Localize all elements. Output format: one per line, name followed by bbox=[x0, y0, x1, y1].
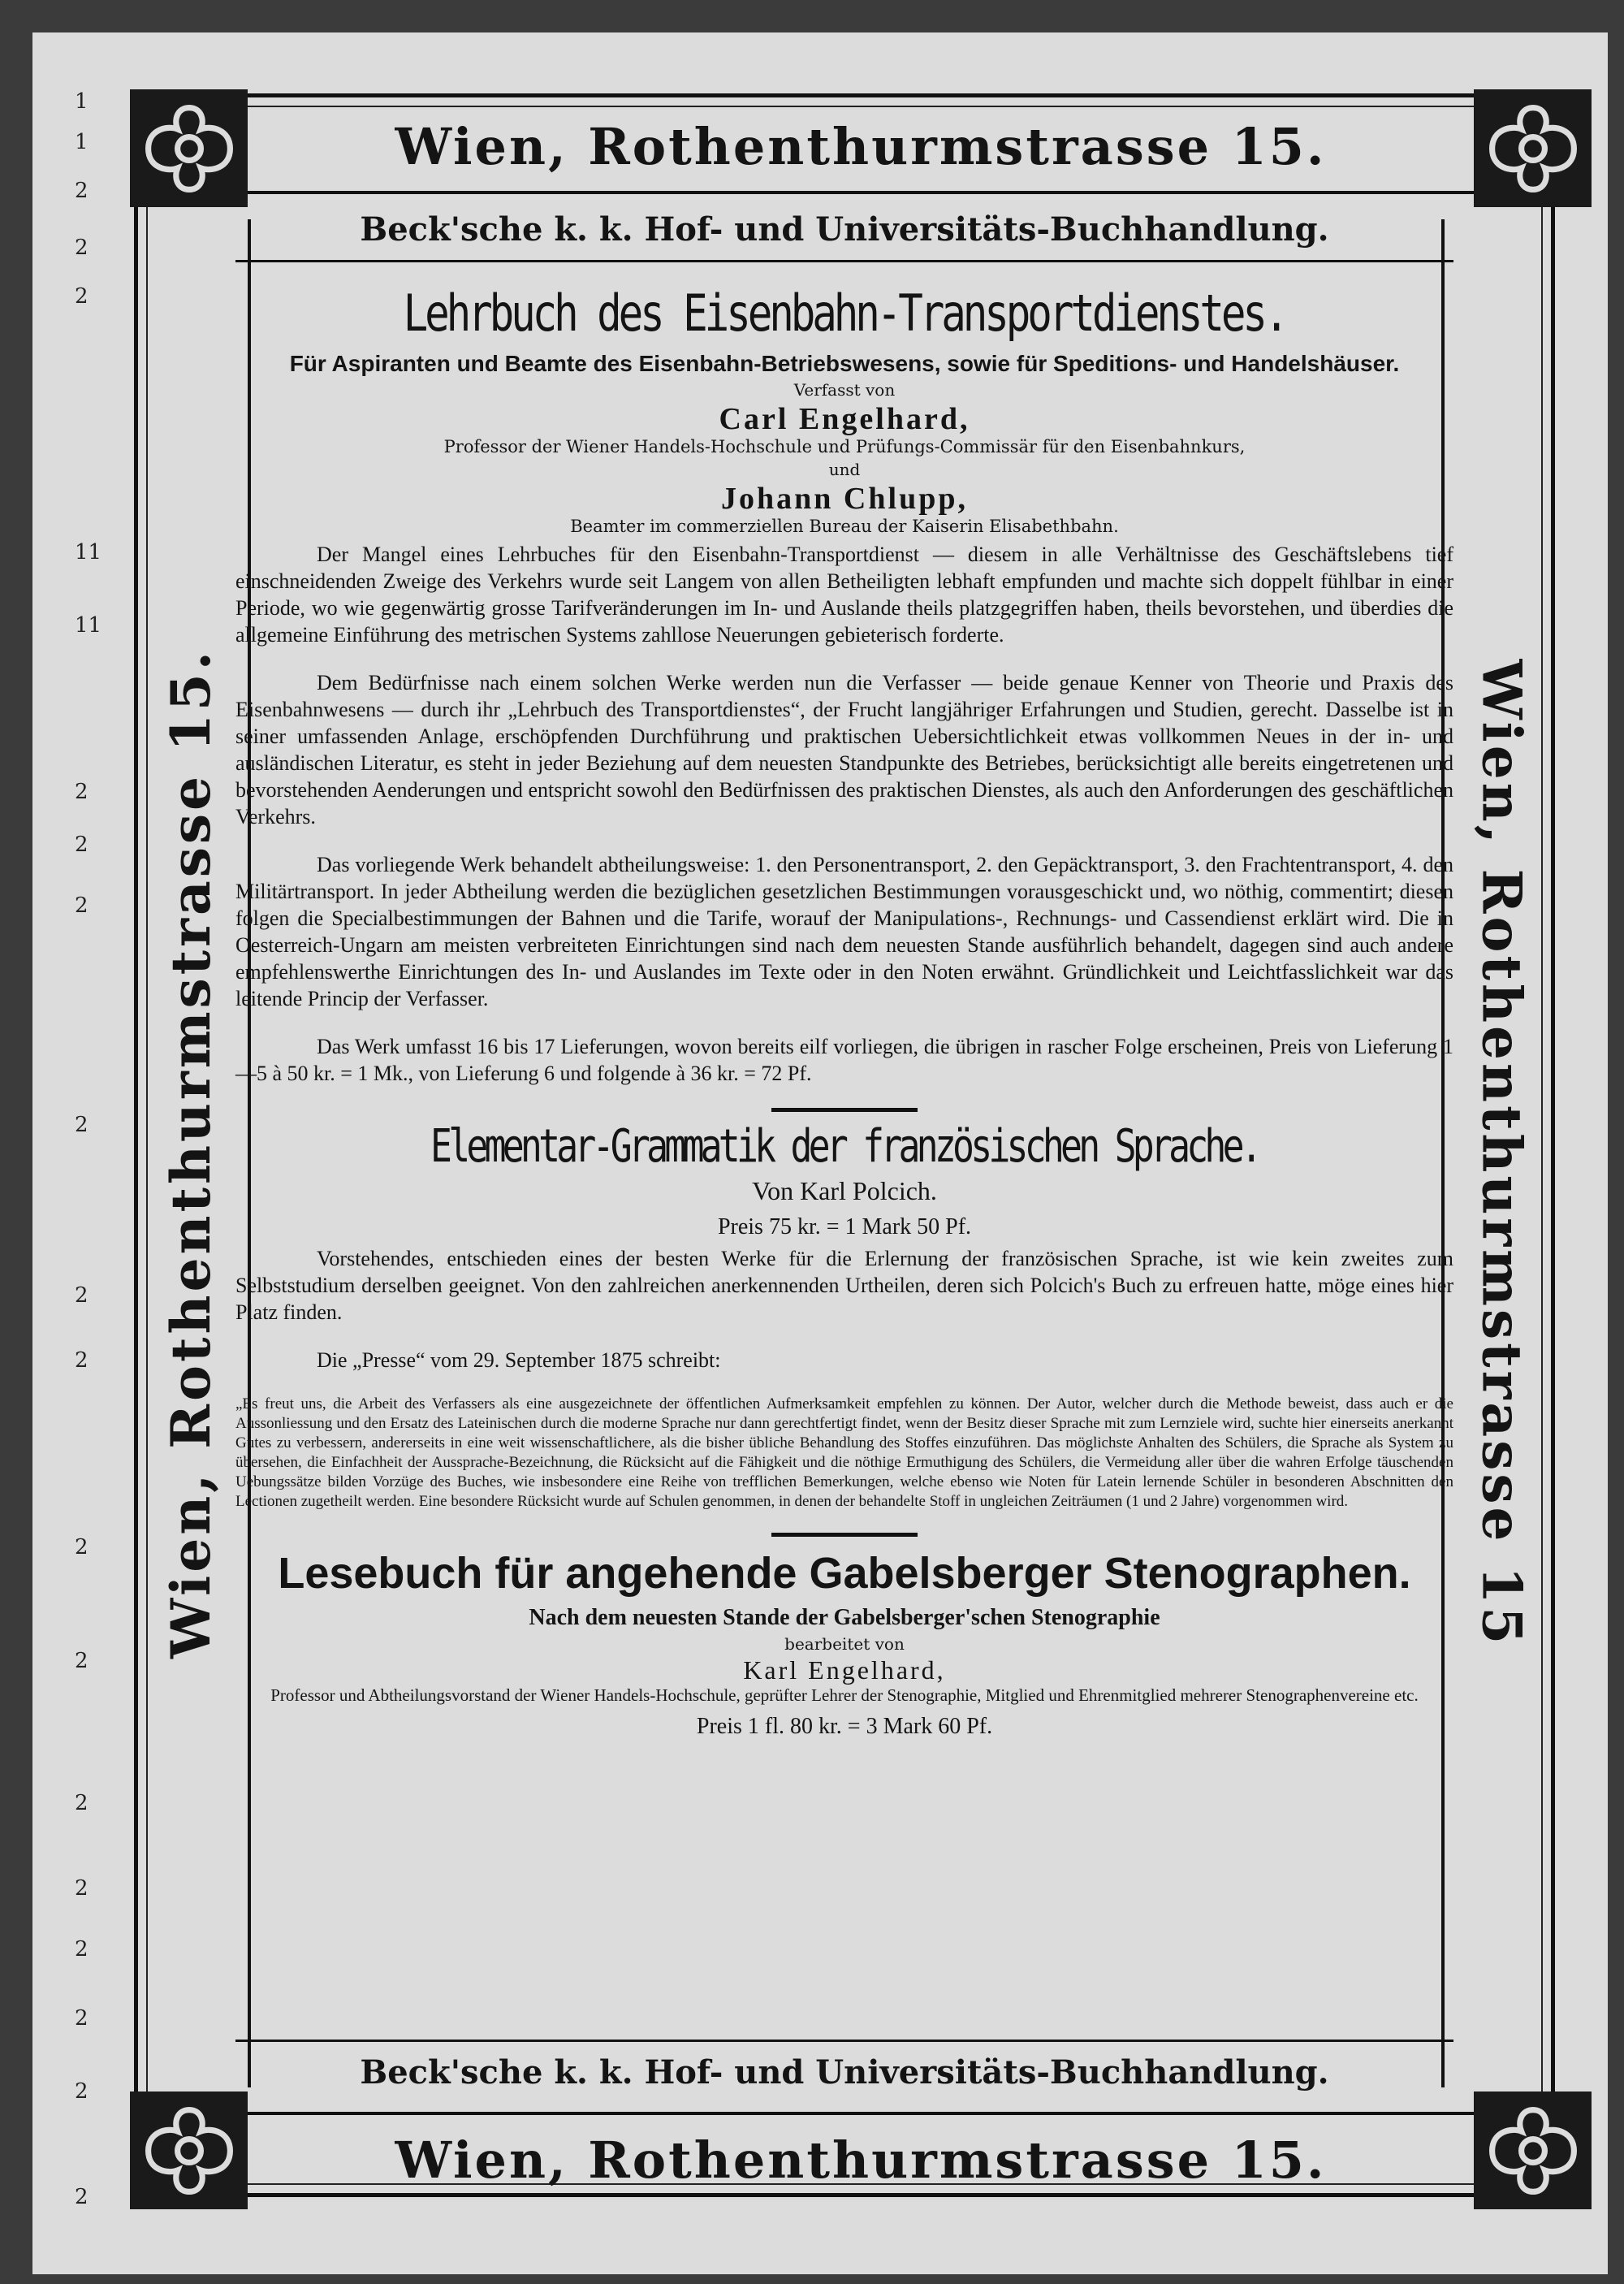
margin-mark: 11 bbox=[75, 540, 102, 565]
margin-mark: 2 bbox=[75, 1876, 89, 1901]
side-address-right: Wien, Rothenthurmstrasse 15 bbox=[1470, 659, 1534, 1648]
book-2-byline: Von Karl Polcich. bbox=[752, 1176, 937, 1205]
margin-mark: 2 bbox=[75, 179, 89, 203]
margin-mark: 1 bbox=[75, 130, 89, 154]
side-band-left bbox=[134, 219, 251, 2087]
margin-mark: 2 bbox=[75, 833, 89, 857]
footer-address: Wien, Rothenthurmstrasse 15. bbox=[248, 2112, 1474, 2204]
side-address-left: Wien, Rothenthurmstrasse 15. bbox=[159, 648, 223, 1659]
margin-mark: 11 bbox=[75, 613, 102, 638]
und-label: und bbox=[828, 460, 861, 479]
book-2-advert bbox=[235, 1120, 1453, 1512]
firm-name-top: Beck'sche k. k. Hof- und Universitäts-Buchhandlung. bbox=[235, 210, 1453, 262]
margin-mark: 2 bbox=[75, 1113, 89, 1137]
section-divider bbox=[771, 1108, 918, 1112]
book-2-price: Preis 75 kr. = 1 Mark 50 Pf. bbox=[717, 1214, 972, 1239]
margin-mark: 2 bbox=[75, 1535, 89, 1559]
corner-ornament-icon bbox=[1474, 89, 1592, 207]
verfasst-label: Verfasst von bbox=[793, 380, 896, 400]
firm-name-bottom: Beck'sche k. k. Hof- und Universitäts-Buchhandlung. bbox=[235, 2040, 1453, 2092]
margin-mark: 2 bbox=[75, 2079, 89, 2104]
author-1-name: Carl Engelhard, bbox=[719, 402, 970, 436]
book-2-title: Elementar-Grammatik der französischen Sprache. bbox=[430, 1120, 1259, 1173]
header-address: Wien, Rothenthurmstrasse 15. bbox=[248, 102, 1474, 194]
book-2-paragraph: Die „Presse“ vom 29. September 1875 schreibt: bbox=[317, 1348, 721, 1372]
book-3-title: Lesebuch für angehende Gabelsberger Stenographen. bbox=[278, 1549, 1411, 1598]
margin-mark: 2 bbox=[75, 1791, 89, 1815]
book-1-paragraph: Das Werk umfasst 16 bis 17 Lieferungen, wovon bereits eilf vorliegen, die übrigen in rascher Folge erscheinen, Preis von Lieferung 1—5 à 50 kr. = 1 Mk., von Lieferung 6 und folgende à 36 kr. = 72 Pf. bbox=[235, 1035, 1453, 1085]
margin-mark: 2 bbox=[75, 893, 89, 918]
margin-mark: 2 bbox=[75, 284, 89, 309]
corner-ornament-icon bbox=[1474, 2092, 1592, 2209]
side-band-right bbox=[1441, 219, 1558, 2087]
margin-mark: 2 bbox=[75, 1649, 89, 1673]
book-1-paragraph: Dem Bedürfnisse nach einem solchen Werke werden nun die Verfasser — beide genaue Kenner von Theorie und Praxis des Eisenbahnwesens — durch ihr „Lehrbuch des Transportdienstes“, der Frucht langjähriger Erfahrungen und Studien, gerecht. Dasselbe ist in seiner umfassenden Anlage, erschöpfenden Durchführung und praktischen Uebersichtlichkeit etwas vollkommen Neues in der in- und ausländischen Literatur, es steht in jeder Beziehung auf dem neuesten Standpunkte des Betriebes, berücksichtigt alle bereits eingetretenen und bevorstehenden Aenderungen und entspricht sowohl den Bedürfnissen des praktischen Dienstes, als auch den Anforderungen des geschäftlichen Verkehrs. bbox=[235, 671, 1453, 828]
book-2-quote: „Es freut uns, die Arbeit des Verfassers als eine ausgezeichnete der öffentlichen Aufmerksamkeit empfehlen zu können. Der Autor, welcher durch die Methode beweist, dass auch er die Aussonliessung und den Ersatz des Lateinischen durch die moderne Sprache nur dann gerechtfertigt findet, wenn der Besitz dieser Sprache mit zum Lernziele wird, suchte hier einerseits anerkannt Gutes zu verbessern, andererseits in eine weit wissenschaftlichere, als die bisher übliche Behandlung des Stoffes einzuführen. Das möglichste Anhalten des Schülers, die Sprache als System zu übersehen, die Einfachheit der Aussprache-Bezeichnung, die Rücksicht auf die Fähigkeit und die nöthige Ermuthigung des Schülers, die Vermeidung aller über die wahren Erfolge täuschenden Uebungssätze bilden Vorzüge des Buches, wie insbesondere eine Reihe von trefflichen Bemerkungen, welche ebenso wie Noten für Latein lernende Schüler in besonderen Abschnitten den Lectionen zugetheilt werden. Eine besondere Rücksicht wurde auf Schulen genommen, in denen der behandelte Stoff in ungleichen Zeiträumen (1 und 2 Jahre) vorgenommen wird. bbox=[235, 1395, 1453, 1510]
corner-ornament-icon bbox=[130, 2092, 248, 2209]
author-1-desc: Professor der Wiener Handels-Hochschule und Prüfungs-Commissär für den Eisenbahnkurs, bbox=[443, 437, 1246, 456]
corner-ornament-icon bbox=[130, 89, 248, 207]
margin-mark: 2 bbox=[75, 1937, 89, 1962]
margin-mark: 2 bbox=[75, 236, 89, 260]
margin-mark: 2 bbox=[75, 1283, 89, 1308]
book-1-advert bbox=[235, 283, 1453, 1087]
margin-mark: 2 bbox=[75, 1348, 89, 1373]
margin-mark: 1 bbox=[75, 89, 89, 114]
author-2-desc: Beamter im commerziellen Bureau der Kaiserin Elisabethbahn. bbox=[570, 517, 1119, 536]
bearbeitet-label: bearbeitet von bbox=[784, 1634, 905, 1654]
margin-mark: 2 bbox=[75, 780, 89, 804]
book-1-paragraph: Das vorliegende Werk behandelt abtheilungsweise: 1. den Personentransport, 2. den Gepäcktransport, 3. den Frachtentransport, 4. den Militärtransport. In jeder Abtheilung werden die bezüglichen gesetzlichen Bestimmungen vorausgeschickt und, wo nöthig, commentirt; diesen folgen die Specialbestimmungen der Bahnen und die Tarife, worauf der Manipulations-, Rechnungs- und Cassendienst erklärt wird. Die in Oesterreich-Ungarn am meisten verbreiteten Einrichtungen sind nach dem neuesten Stande ausführlich behandelt, dagegen sind auch andere empfehlenswerthe Einrichtungen des In- und Auslandes im Texte oder in den Noten erwähnt. Gründlichkeit und Leichtfasslichkeit war das leitende Princip der Verfasser. bbox=[235, 853, 1453, 1010]
section-divider bbox=[771, 1533, 918, 1537]
advertisement-content bbox=[235, 199, 1453, 2108]
margin-marks bbox=[32, 32, 106, 2274]
book-3-author-desc: Professor und Abtheilungsvorstand der Wiener Handels-Hochschule, geprüfter Lehrer der Stenographie, Mitglied und Ehrenmitglied mehrerer Stenographenvereine etc. bbox=[270, 1685, 1419, 1705]
margin-mark: 2 bbox=[75, 2185, 89, 2209]
book-2-paragraph: Vorstehendes, entschieden eines der besten Werke für die Erlernung der französischen Sprache, ist wie kein zweites zum Selbststudium derselben geeignet. Von den zahlreichen anerkennenden Urtheilen, deren sich Polcich's Buch zu erfreuen hatte, möge eines hier Platz finden. bbox=[235, 1247, 1453, 1324]
author-2-name: Johann Chlupp, bbox=[721, 482, 968, 516]
book-1-subtitle: Für Aspiranten und Beamte des Eisenbahn-Betriebswesens, sowie für Speditions- und Handelshäuser. bbox=[289, 351, 1400, 376]
book-3-subtitle: Nach dem neuesten Stande der Gabelsberger'schen Stenographie bbox=[529, 1605, 1160, 1630]
margin-mark: 2 bbox=[75, 2006, 89, 2031]
book-3-price: Preis 1 fl. 80 kr. = 3 Mark 60 Pf. bbox=[696, 1714, 993, 1739]
book-1-title: Lehrbuch des Eisenbahn-Transportdienstes. bbox=[403, 283, 1286, 343]
book-1-paragraph: Der Mangel eines Lehrbuches für den Eisenbahn-Transportdienst — diesem in alle Verhältnisse des Geschäftslebens tief einschneidenden Zweige des Verkehrs wurde seit Langem von allen Betheiligten lebhaft empfunden und machte sich doppelt fühlbar in einer Periode, wo wie gegenwärtig grosse Tarifveränderungen im In- und Auslande theils platzgegriffen haben, theils bevorstehen, und überdies die allgemeine Einführung des metrischen Systems zahllose Neuerungen gebieterisch forderte. bbox=[235, 543, 1453, 647]
book-3-author: Karl Engelhard, bbox=[743, 1655, 946, 1685]
book-3-advert bbox=[235, 1548, 1453, 1740]
